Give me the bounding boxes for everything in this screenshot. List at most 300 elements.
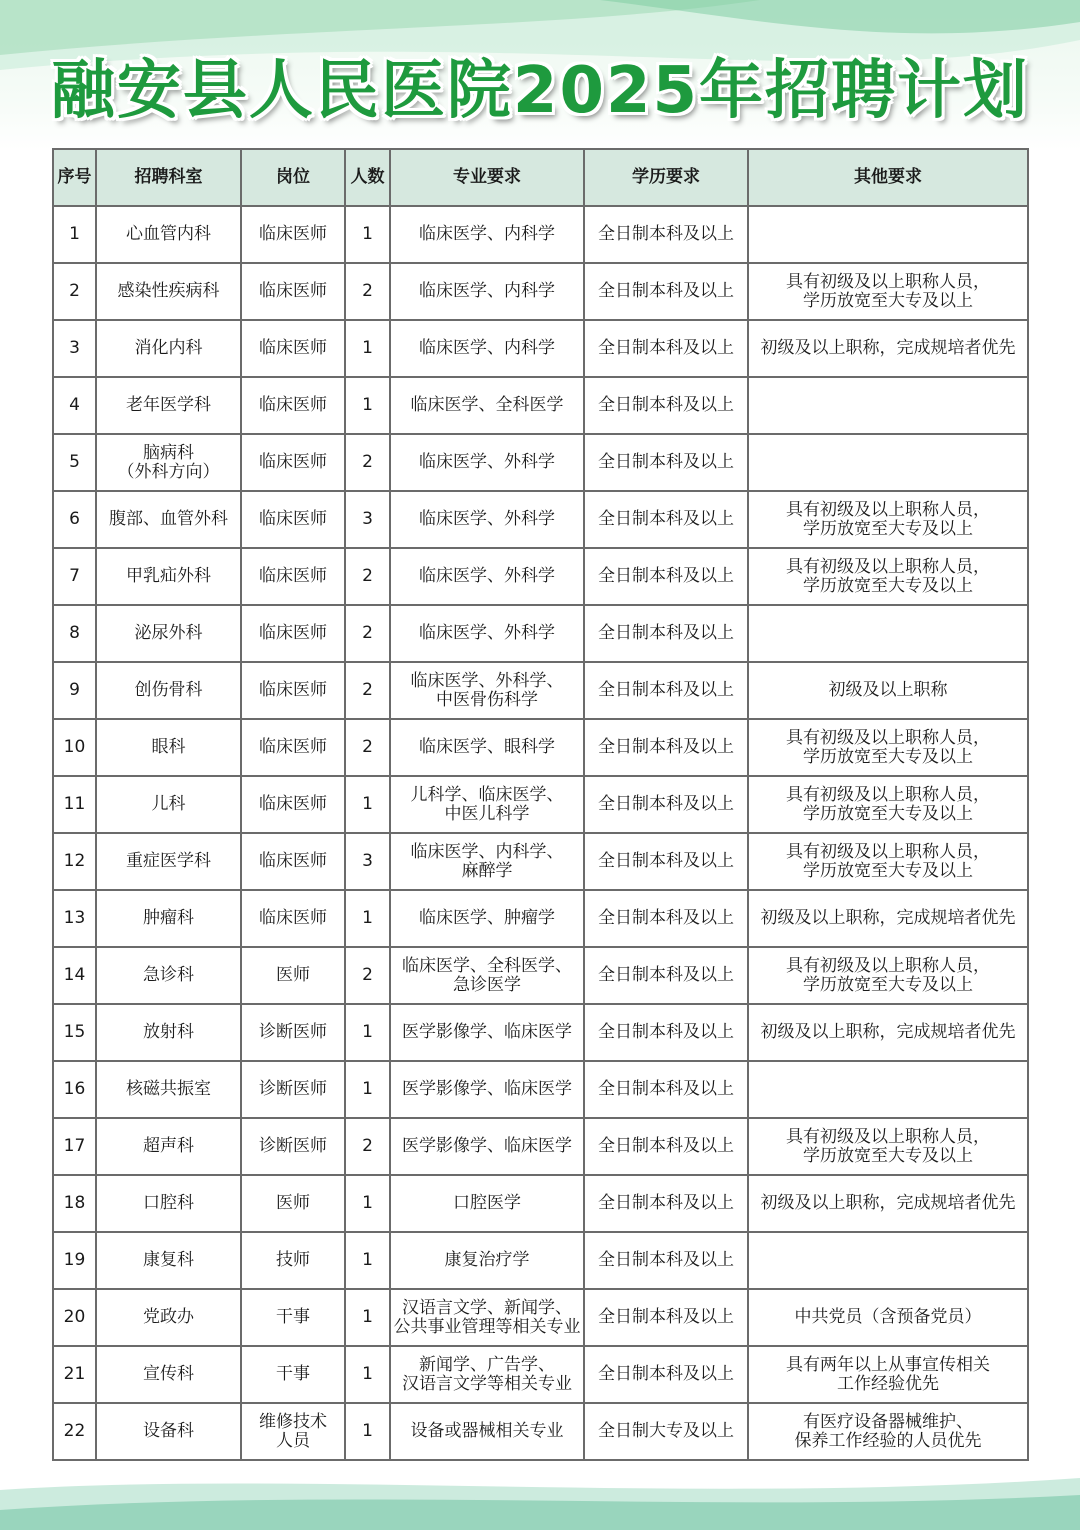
cell-education — [584, 833, 748, 890]
table-row — [53, 1289, 1028, 1346]
cell-index-text: 1 — [69, 224, 80, 244]
cell-index-text: 18 — [63, 1193, 86, 1213]
cell-index — [53, 320, 96, 377]
cell-education-text: 全日制本科及以上 — [598, 1022, 734, 1042]
cell-education-text: 全日制本科及以上 — [598, 1193, 734, 1213]
cell-index — [53, 263, 96, 320]
cell-position-text: 临床医师 — [259, 566, 327, 586]
cell-count-text: 1 — [362, 1193, 373, 1213]
cell-education-text: 全日制本科及以上 — [598, 1250, 734, 1270]
cell-education-text: 全日制本科及以上 — [598, 794, 734, 814]
cell-major-text: 临床医学、外科学 — [419, 566, 555, 586]
cell-count — [345, 1004, 390, 1061]
cell-department — [96, 719, 241, 776]
cell-other — [748, 491, 1028, 548]
cell-index — [53, 662, 96, 719]
cell-major-text: 康复治疗学 — [444, 1250, 530, 1270]
cell-major-text: 临床医学、内科学 — [419, 338, 555, 358]
cell-major-text: 临床医学、内科学 — [419, 224, 555, 244]
cell-count — [345, 206, 390, 263]
cell-department — [96, 1289, 241, 1346]
cell-position — [241, 947, 345, 1004]
cell-department — [96, 1232, 241, 1289]
cell-count — [345, 605, 390, 662]
cell-department — [96, 1061, 241, 1118]
cell-count — [345, 890, 390, 947]
cell-education — [584, 719, 748, 776]
table-row — [53, 1232, 1028, 1289]
table-row — [53, 1175, 1028, 1232]
header-education: 学历要求 — [584, 149, 748, 206]
cell-position-text: 临床医师 — [259, 680, 327, 700]
cell-position-text: 技师 — [276, 1250, 310, 1270]
cell-other — [748, 548, 1028, 605]
cell-position — [241, 1175, 345, 1232]
cell-count — [345, 776, 390, 833]
cell-other-text: 具有初级及以上职称人员， 学历放宽至大专及以上 — [786, 784, 990, 824]
cell-count — [345, 320, 390, 377]
cell-education-text: 全日制本科及以上 — [598, 623, 734, 643]
cell-department — [96, 1004, 241, 1061]
cell-position-text: 临床医师 — [259, 452, 327, 472]
cell-count — [345, 1061, 390, 1118]
cell-department-text: 泌尿外科 — [134, 623, 203, 643]
cell-position-text: 临床医师 — [259, 224, 327, 244]
cell-position-text: 医师 — [276, 965, 310, 985]
cell-other — [748, 1232, 1028, 1289]
cell-education-text: 全日制本科及以上 — [598, 281, 734, 301]
cell-major — [390, 776, 584, 833]
cell-education — [584, 947, 748, 1004]
cell-education — [584, 263, 748, 320]
cell-major — [390, 1289, 584, 1346]
cell-position-text: 维修技术 人员 — [259, 1411, 327, 1451]
cell-index-text: 13 — [63, 908, 86, 928]
cell-department-text: 心血管内科 — [126, 224, 211, 244]
cell-major-text: 口腔医学 — [453, 1193, 521, 1213]
cell-count — [345, 1175, 390, 1232]
cell-department — [96, 320, 241, 377]
cell-department — [96, 206, 241, 263]
cell-major-text: 临床医学、内科学、 麻醉学 — [410, 841, 564, 881]
cell-index — [53, 1403, 96, 1460]
cell-position — [241, 605, 345, 662]
cell-department — [96, 434, 241, 491]
cell-index-text: 11 — [63, 794, 86, 814]
cell-index-text: 12 — [63, 851, 86, 871]
cell-count-text: 1 — [362, 1022, 373, 1042]
cell-department — [96, 890, 241, 947]
cell-count — [345, 1403, 390, 1460]
table-row — [53, 1346, 1028, 1403]
cell-index-text: 7 — [69, 566, 80, 586]
cell-other-text: 具有初级及以上职称人员， 学历放宽至大专及以上 — [786, 556, 990, 596]
cell-education — [584, 1289, 748, 1346]
cell-major — [390, 719, 584, 776]
cell-position-text: 诊断医师 — [259, 1022, 327, 1042]
table-row — [53, 1118, 1028, 1175]
cell-position-text: 临床医师 — [259, 851, 327, 871]
table-row — [53, 434, 1028, 491]
cell-department-text: 腹部、血管外科 — [109, 509, 228, 529]
cell-index — [53, 1061, 96, 1118]
cell-education — [584, 1004, 748, 1061]
cell-index — [53, 434, 96, 491]
cell-other — [748, 1289, 1028, 1346]
cell-major-text: 儿科学、临床医学、 中医儿科学 — [410, 784, 564, 824]
cell-other — [748, 890, 1028, 947]
cell-position-text: 临床医师 — [259, 908, 327, 928]
cell-department-text: 肿瘤科 — [143, 908, 194, 928]
table-row — [53, 776, 1028, 833]
cell-education — [584, 1232, 748, 1289]
cell-education — [584, 1175, 748, 1232]
cell-count-text: 2 — [362, 566, 373, 586]
table-row — [53, 377, 1028, 434]
table-row — [53, 1061, 1028, 1118]
cell-department-text: 宣传科 — [143, 1364, 194, 1384]
cell-major — [390, 377, 584, 434]
cell-index — [53, 776, 96, 833]
cell-count — [345, 662, 390, 719]
cell-other — [748, 605, 1028, 662]
cell-department-text: 核磁共振室 — [126, 1079, 211, 1099]
cell-other — [748, 833, 1028, 890]
cell-major — [390, 890, 584, 947]
cell-position — [241, 1346, 345, 1403]
cell-index-text: 8 — [69, 623, 80, 643]
cell-position — [241, 491, 345, 548]
cell-count-text: 1 — [362, 1364, 373, 1384]
cell-education-text: 全日制本科及以上 — [598, 965, 734, 985]
cell-department — [96, 776, 241, 833]
cell-position-text: 临床医师 — [259, 509, 327, 529]
cell-department — [96, 377, 241, 434]
cell-other — [748, 719, 1028, 776]
cell-department — [96, 1346, 241, 1403]
cell-other — [748, 263, 1028, 320]
cell-index — [53, 491, 96, 548]
cell-major — [390, 1346, 584, 1403]
cell-position — [241, 1061, 345, 1118]
cell-other-text: 具有初级及以上职称人员， 学历放宽至大专及以上 — [786, 955, 990, 995]
cell-count-text: 1 — [362, 794, 373, 814]
cell-index-text: 9 — [69, 680, 80, 700]
cell-education — [584, 548, 748, 605]
cell-department-text: 眼科 — [151, 737, 186, 757]
cell-major — [390, 263, 584, 320]
cell-major-text: 临床医学、全科医学 — [410, 395, 564, 415]
cell-department-text: 党政办 — [143, 1307, 194, 1327]
cell-position — [241, 1004, 345, 1061]
cell-major-text: 新闻学、广告学、 汉语言文学等相关专业 — [402, 1354, 572, 1394]
cell-index — [53, 1346, 96, 1403]
cell-other-text: 初级及以上职称，完成规培者优先 — [760, 1022, 1016, 1042]
cell-department-text: 超声科 — [143, 1136, 194, 1156]
cell-position — [241, 434, 345, 491]
cell-other — [748, 1403, 1028, 1460]
cell-education-text: 全日制本科及以上 — [598, 338, 734, 358]
cell-major — [390, 491, 584, 548]
cell-position — [241, 833, 345, 890]
cell-count-text: 1 — [362, 395, 373, 415]
cell-index — [53, 548, 96, 605]
cell-position-text: 干事 — [276, 1307, 310, 1327]
cell-education — [584, 320, 748, 377]
cell-other-text: 中共党员（含预备党员） — [794, 1307, 982, 1327]
cell-count-text: 1 — [362, 908, 373, 928]
cell-index — [53, 1004, 96, 1061]
cell-index — [53, 605, 96, 662]
header-index: 序号 — [53, 149, 96, 206]
cell-education — [584, 377, 748, 434]
cell-education — [584, 776, 748, 833]
cell-department-text: 康复科 — [143, 1250, 194, 1270]
cell-count — [345, 947, 390, 1004]
cell-position-text: 临床医师 — [259, 737, 327, 757]
table-row — [53, 206, 1028, 263]
cell-count — [345, 1289, 390, 1346]
cell-department-text: 设备科 — [143, 1421, 194, 1441]
cell-index — [53, 1289, 96, 1346]
cell-index — [53, 206, 96, 263]
cell-major-text: 汉语言文学、新闻学、 公共事业管理等相关专业 — [393, 1297, 581, 1337]
cell-count-text: 1 — [362, 1250, 373, 1270]
cell-other — [748, 434, 1028, 491]
cell-major — [390, 1118, 584, 1175]
cell-department — [96, 1118, 241, 1175]
cell-other — [748, 1004, 1028, 1061]
cell-position — [241, 320, 345, 377]
cell-education-text: 全日制大专及以上 — [598, 1421, 734, 1441]
cell-education-text: 全日制本科及以上 — [598, 395, 734, 415]
cell-major — [390, 605, 584, 662]
cell-position — [241, 662, 345, 719]
table-row — [53, 320, 1028, 377]
cell-education-text: 全日制本科及以上 — [598, 737, 734, 757]
cell-education-text: 全日制本科及以上 — [598, 1079, 734, 1099]
cell-index — [53, 1175, 96, 1232]
cell-major-text: 医学影像学、临床医学 — [402, 1079, 572, 1099]
table-row — [53, 890, 1028, 947]
cell-education-text: 全日制本科及以上 — [598, 908, 734, 928]
table-row — [53, 833, 1028, 890]
cell-index — [53, 833, 96, 890]
cell-other — [748, 320, 1028, 377]
cell-position — [241, 1289, 345, 1346]
cell-other-text: 有医疗设备器械维护、 保养工作经验的人员优先 — [794, 1411, 982, 1451]
cell-department — [96, 548, 241, 605]
cell-count-text: 3 — [362, 851, 373, 871]
cell-count-text: 2 — [362, 1136, 373, 1156]
cell-major-text: 临床医学、外科学、 中医骨伤科学 — [410, 670, 564, 710]
cell-other — [748, 1061, 1028, 1118]
cell-department-text: 老年医学科 — [126, 395, 211, 415]
cell-major — [390, 548, 584, 605]
table-row — [53, 1004, 1028, 1061]
cell-major-text: 临床医学、全科医学、 急诊医学 — [402, 955, 572, 995]
cell-index-text: 14 — [63, 965, 86, 985]
cell-education — [584, 605, 748, 662]
cell-major — [390, 434, 584, 491]
cell-education-text: 全日制本科及以上 — [598, 1364, 734, 1384]
footer-wave-decoration — [0, 1470, 1080, 1530]
cell-position — [241, 206, 345, 263]
cell-department-text: 放射科 — [143, 1022, 194, 1042]
cell-education — [584, 1061, 748, 1118]
cell-index — [53, 1232, 96, 1289]
cell-other — [748, 662, 1028, 719]
cell-index — [53, 719, 96, 776]
cell-position-text: 临床医师 — [259, 395, 327, 415]
cell-department-text: 口腔科 — [143, 1193, 194, 1213]
cell-other — [748, 1118, 1028, 1175]
table-row — [53, 263, 1028, 320]
cell-other — [748, 776, 1028, 833]
cell-position — [241, 263, 345, 320]
cell-count — [345, 434, 390, 491]
table-row — [53, 947, 1028, 1004]
cell-other — [748, 947, 1028, 1004]
cell-education — [584, 1118, 748, 1175]
cell-major — [390, 1004, 584, 1061]
cell-other-text: 初级及以上职称，完成规培者优先 — [760, 908, 1016, 928]
cell-other-text: 具有初级及以上职称人员， 学历放宽至大专及以上 — [786, 1126, 990, 1166]
cell-major-text: 临床医学、外科学 — [419, 509, 555, 529]
cell-department — [96, 263, 241, 320]
cell-index-text: 19 — [63, 1250, 86, 1270]
cell-major-text: 临床医学、外科学 — [419, 623, 555, 643]
cell-position-text: 干事 — [276, 1364, 310, 1384]
cell-other-text: 初级及以上职称，完成规培者优先 — [760, 338, 1016, 358]
cell-count — [345, 719, 390, 776]
cell-position — [241, 1118, 345, 1175]
cell-department — [96, 1403, 241, 1460]
cell-department — [96, 605, 241, 662]
cell-position — [241, 890, 345, 947]
cell-count — [345, 548, 390, 605]
cell-education-text: 全日制本科及以上 — [598, 509, 734, 529]
cell-education — [584, 1346, 748, 1403]
cell-count — [345, 377, 390, 434]
cell-major — [390, 947, 584, 1004]
cell-count-text: 3 — [362, 509, 373, 529]
cell-index-text: 20 — [63, 1307, 86, 1327]
cell-count — [345, 491, 390, 548]
cell-position-text: 临床医师 — [259, 281, 327, 301]
cell-department — [96, 833, 241, 890]
cell-count — [345, 1346, 390, 1403]
cell-count-text: 2 — [362, 680, 373, 700]
cell-major — [390, 1232, 584, 1289]
cell-count — [345, 1118, 390, 1175]
table-header-row — [53, 149, 1028, 206]
cell-education-text: 全日制本科及以上 — [598, 1136, 734, 1156]
cell-position-text: 临床医师 — [259, 623, 327, 643]
cell-count-text: 2 — [362, 965, 373, 985]
cell-other — [748, 206, 1028, 263]
cell-education-text: 全日制本科及以上 — [598, 1307, 734, 1327]
cell-major — [390, 1403, 584, 1460]
cell-position-text: 医师 — [276, 1193, 310, 1213]
cell-count-text: 1 — [362, 1079, 373, 1099]
cell-position-text: 临床医师 — [259, 794, 327, 814]
cell-count-text: 1 — [362, 224, 373, 244]
cell-major-text: 医学影像学、临床医学 — [402, 1136, 572, 1156]
table-row — [53, 662, 1028, 719]
cell-position-text: 临床医师 — [259, 338, 327, 358]
cell-count-text: 1 — [362, 1307, 373, 1327]
cell-department — [96, 662, 241, 719]
cell-department-text: 重症医学科 — [126, 851, 211, 871]
cell-position — [241, 776, 345, 833]
cell-index-text: 10 — [63, 737, 86, 757]
cell-education-text: 全日制本科及以上 — [598, 224, 734, 244]
cell-other-text: 初级及以上职称 — [828, 680, 948, 700]
cell-count-text: 2 — [362, 281, 373, 301]
cell-count-text: 1 — [362, 338, 373, 358]
cell-major — [390, 320, 584, 377]
cell-position — [241, 1232, 345, 1289]
table-row — [53, 548, 1028, 605]
cell-position — [241, 1403, 345, 1460]
cell-index — [53, 1118, 96, 1175]
cell-department — [96, 1175, 241, 1232]
cell-other — [748, 1175, 1028, 1232]
cell-count-text: 2 — [362, 737, 373, 757]
cell-index — [53, 890, 96, 947]
cell-education-text: 全日制本科及以上 — [598, 452, 734, 472]
cell-index-text: 5 — [69, 452, 80, 472]
cell-education-text: 全日制本科及以上 — [598, 566, 734, 586]
cell-department — [96, 491, 241, 548]
cell-other — [748, 1346, 1028, 1403]
cell-other-text: 具有初级及以上职称人员， 学历放宽至大专及以上 — [786, 271, 990, 311]
cell-position-text: 诊断医师 — [259, 1079, 327, 1099]
cell-index-text: 4 — [69, 395, 80, 415]
cell-education — [584, 1403, 748, 1460]
cell-department-text: 甲乳疝外科 — [126, 566, 211, 586]
cell-department-text: 急诊科 — [143, 965, 194, 985]
cell-education — [584, 491, 748, 548]
cell-other — [748, 377, 1028, 434]
cell-index-text: 21 — [63, 1364, 86, 1384]
header-count: 人数 — [345, 149, 390, 206]
header-major: 专业要求 — [390, 149, 584, 206]
table-row — [53, 605, 1028, 662]
cell-education-text: 全日制本科及以上 — [598, 851, 734, 871]
cell-major — [390, 833, 584, 890]
cell-position — [241, 719, 345, 776]
cell-other-text: 初级及以上职称，完成规培者优先 — [760, 1193, 1016, 1213]
cell-count — [345, 263, 390, 320]
cell-education — [584, 662, 748, 719]
cell-education — [584, 434, 748, 491]
cell-major-text: 设备或器械相关专业 — [410, 1421, 564, 1441]
cell-major-text: 临床医学、眼科学 — [419, 737, 555, 757]
table-row — [53, 491, 1028, 548]
cell-department-text: 感染性疾病科 — [117, 281, 220, 301]
cell-major — [390, 206, 584, 263]
cell-other-text: 具有初级及以上职称人员， 学历放宽至大专及以上 — [786, 499, 990, 539]
cell-department-text: 消化内科 — [134, 338, 203, 358]
cell-index-text: 22 — [63, 1421, 86, 1441]
cell-major-text: 医学影像学、临床医学 — [402, 1022, 572, 1042]
cell-index-text: 16 — [63, 1079, 86, 1099]
page-title: 融安县人民医院2025年招聘计划 — [50, 54, 1030, 128]
header-other: 其他要求 — [748, 149, 1028, 206]
cell-department-text: 脑病科 （外科方向） — [117, 442, 220, 482]
